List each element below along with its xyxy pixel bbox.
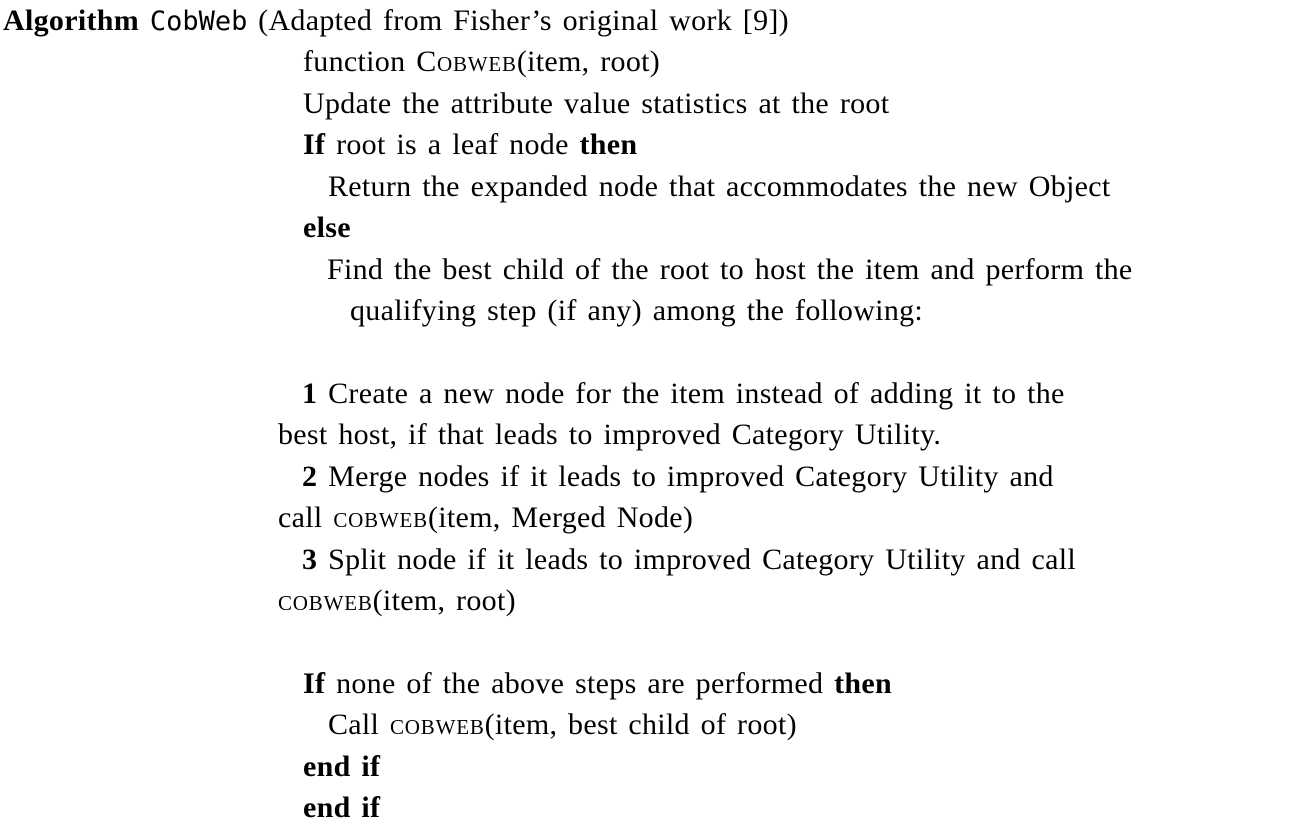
text-segment-normal: Call: [328, 708, 390, 742]
text-segment-normal: qualifying step (if any) among the following:: [350, 294, 924, 328]
text-segment-normal: (item, root): [372, 584, 516, 618]
text-segment-bold: 1: [302, 376, 318, 410]
text-segment-normal: (item, root): [516, 45, 661, 79]
line-step3-split: [0, 539, 1306, 580]
text-segment-smallcaps: cobweb: [390, 708, 485, 742]
line-if-none-performed: [0, 663, 1306, 704]
line-return-expanded: [0, 166, 1306, 207]
text-segment-normal: none of the above steps are performed: [325, 667, 835, 700]
blank-line: [0, 622, 1306, 663]
text-segment-normal: Create a new node for the item instead of adding it to the: [317, 376, 1065, 410]
line-call-best-child: [0, 704, 1306, 745]
text-segment-smallcaps: cobweb: [333, 501, 428, 535]
line-if-leaf: [0, 124, 1306, 165]
text-segment-normal: (Adapted from Fisher’s original work [9]): [247, 4, 789, 37]
line-qualifying-step: [0, 290, 1306, 331]
text-segment-bold: Algorithm: [3, 4, 150, 37]
text-segment-normal: root is a leaf node: [325, 128, 580, 162]
line-update-statistics: [0, 83, 1306, 124]
text-segment-normal: Find the best child of the root to host the item and perform the: [327, 252, 1133, 286]
line-end-if-inner: [0, 746, 1306, 787]
text-segment-smallcaps: Cobweb: [416, 45, 517, 79]
text-segment-normal: function: [303, 45, 417, 79]
text-segment-normal: (item, Merged Node): [427, 501, 694, 535]
text-segment-bold: 3: [302, 542, 318, 576]
text-segment-bold: else: [303, 211, 351, 245]
text-segment-normal: Split node if it leads to improved Category Utility and call: [317, 542, 1076, 576]
text-segment-normal: call: [278, 501, 334, 535]
text-segment-normal: (item, best child of root): [484, 708, 797, 742]
text-segment-mono: CobWeb: [149, 6, 248, 37]
text-segment-bold: end if: [303, 749, 381, 783]
text-segment-normal: Update the attribute value statistics at the root: [303, 86, 890, 120]
text-segment-bold: then: [834, 667, 892, 700]
text-segment-bold: end if: [303, 791, 381, 825]
blank-line: [0, 332, 1306, 373]
line-find-best-child: [0, 249, 1306, 290]
line-else: [0, 207, 1306, 248]
text-segment-bold: then: [579, 128, 638, 162]
line-function-signature: [0, 41, 1306, 82]
line-step1-continued: [0, 414, 1306, 455]
line-step2-continued: [0, 497, 1306, 538]
text-segment-smallcaps: cobweb: [278, 584, 373, 618]
text-segment-normal: best host, if that leads to improved Category Utility.: [278, 418, 942, 452]
line-step1-create: [0, 373, 1306, 414]
line-end-if-outer: [0, 787, 1306, 828]
text-segment-normal: Merge nodes if it leads to improved Category Utility and: [317, 459, 1054, 493]
text-segment-normal: Return the expanded node that accommodates the new Object: [328, 169, 1111, 203]
text-segment-bold: 2: [302, 459, 318, 493]
algorithm-title: [0, 0, 1306, 41]
line-step2-merge: [0, 456, 1306, 497]
line-step3-continued: [0, 580, 1306, 621]
text-segment-bold: If: [303, 667, 326, 700]
text-segment-bold: If: [303, 128, 326, 162]
